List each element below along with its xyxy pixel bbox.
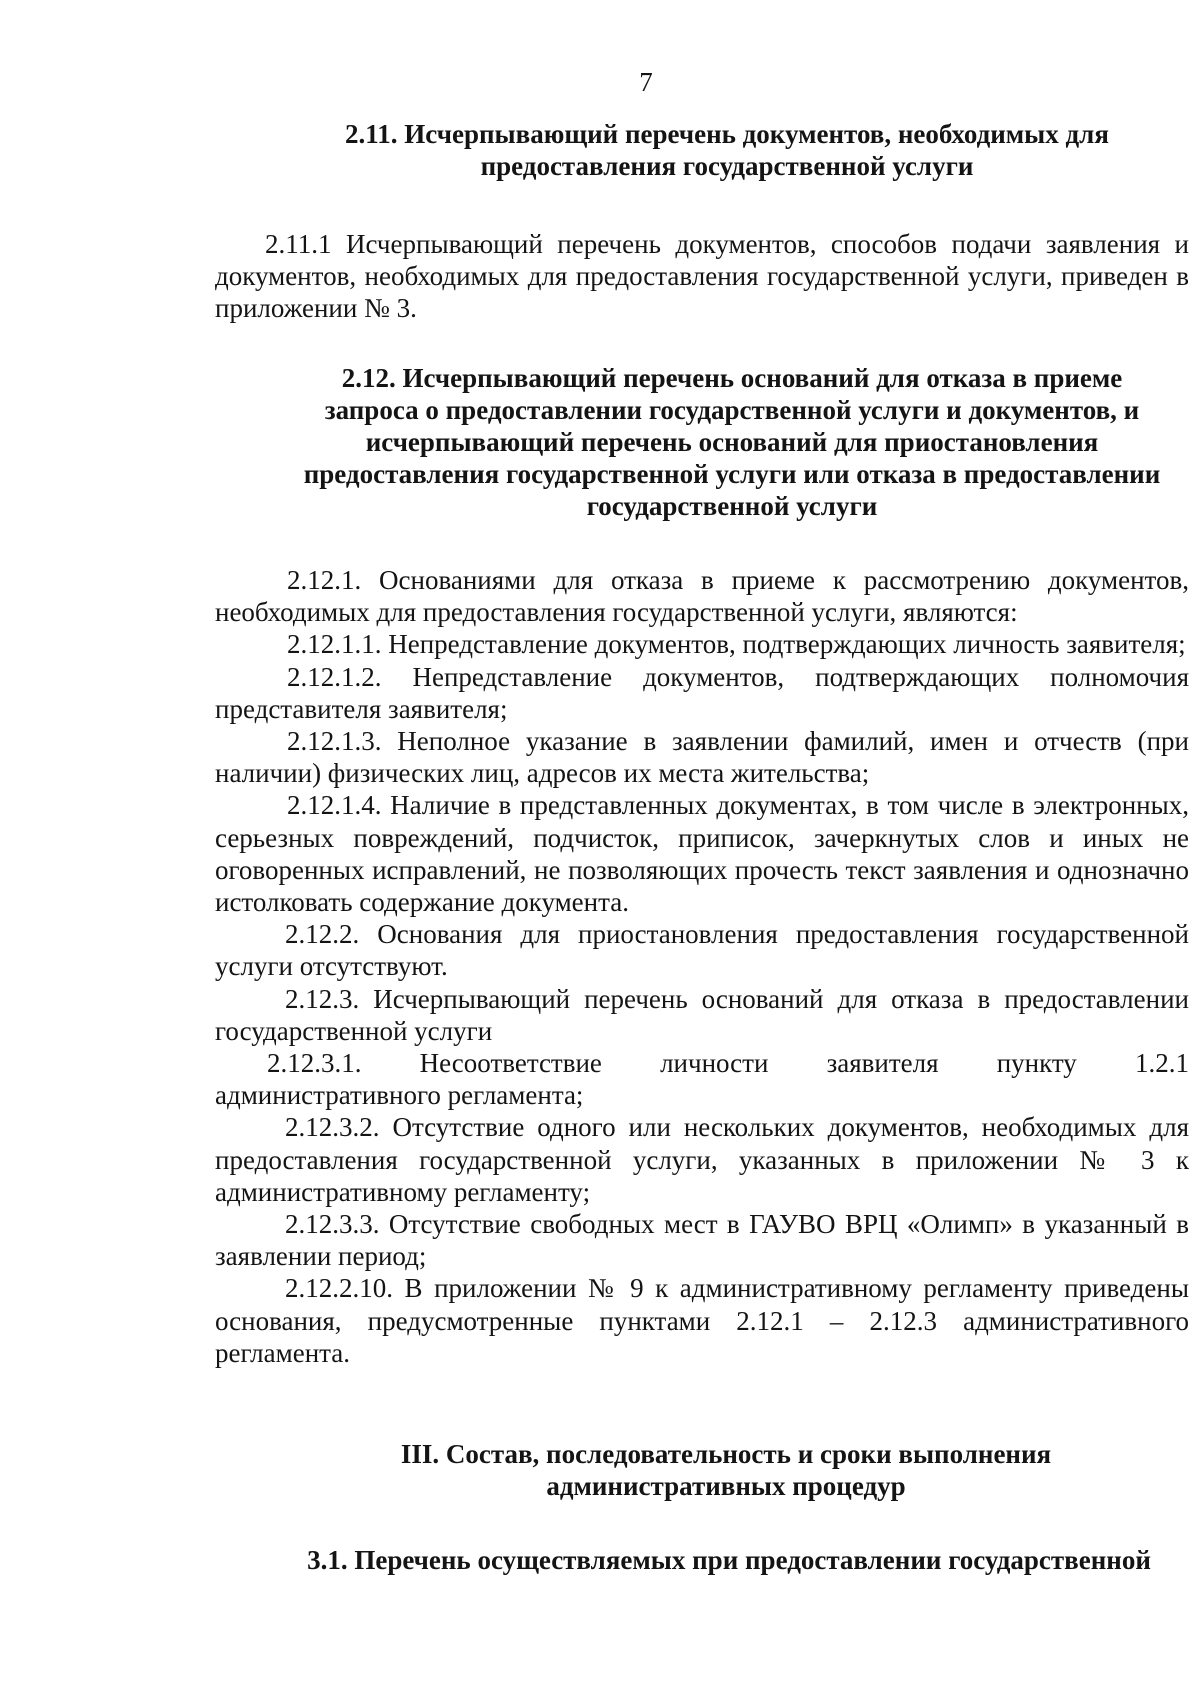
paragraph-2-12-1-2: 2.12.1.2. Непредставление документов, подтверждающих полномочия представителя заявителя; xyxy=(215,661,1189,724)
word: пункту xyxy=(996,1048,1077,1079)
word: заявителя xyxy=(826,1048,939,1079)
heading-line: административных процедур xyxy=(546,1471,906,1501)
paragraph-2-12-2: 2.12.2. Основания для приостановления предоставления государственной услуги отсутствуют. xyxy=(215,919,1189,982)
paragraph-2-11-1: 2.11.1 Исчерпывающий перечень документов, способов подачи заявления и документов, необходимых для предоставления государственной услуги, приведен в приложении № 3. xyxy=(215,229,1189,324)
paragraph-2-12-3: 2.12.3. Исчерпывающий перечень оснований для отказа в предоставлении государственной услуги xyxy=(215,983,1189,1046)
heading-section-III xyxy=(215,1438,1189,1502)
heading-line: 3.1. Перечень осуществляемых при предоставлении государственной xyxy=(307,1545,1151,1575)
word: 2.12.3.1. xyxy=(267,1048,362,1079)
word: личности xyxy=(660,1048,769,1079)
heading-section-2-12 xyxy=(215,362,1189,522)
page-number: 7 xyxy=(639,67,653,97)
paragraph-2-12-2-10: 2.12.2.10. В приложении № 9 к административному регламенту приведены основания, предусмотренные пунктами 2.12.1 – 2.12.3 административного регламента. xyxy=(215,1273,1189,1368)
heading-section-3-1 xyxy=(215,1544,1189,1576)
heading-line: исчерпывающий перечень оснований для приостановления xyxy=(365,427,1099,457)
paragraph-2-12-1: 2.12.1. Основаниями для отказа в приеме к рассмотрению документов, необходимых для предоставления государственной услуги, являются: xyxy=(215,565,1189,628)
heading-line: 2.12. Исчерпывающий перечень оснований для отказа в приеме xyxy=(341,363,1123,393)
paragraph-2-12-3-2: 2.12.3.2. Отсутствие одного или нескольких документов, необходимых для предоставления государственной услуги, указанных в приложении № 3 к административному регламенту; xyxy=(215,1112,1189,1207)
word: Несоответствие xyxy=(419,1048,602,1079)
word: 1.2.1 xyxy=(1134,1048,1189,1079)
heading-line: предоставления государственной услуги или отказа в предоставлении xyxy=(303,459,1161,489)
heading-section-2-11 xyxy=(215,118,1189,182)
section-2-11-body xyxy=(215,228,1189,325)
paragraph-2-12-3-3: 2.12.3.3. Отсутствие свободных мест в ГАУВО ВРЦ «Олимп» в указанный в заявлении период; xyxy=(215,1209,1189,1272)
heading-line: III. Состав, последовательность и сроки выполнения xyxy=(400,1439,1052,1469)
paragraph-2-12-1-4: 2.12.1.4. Наличие в представленных документах, в том числе в электронных, серьезных повреждений, подчисток, приписок, зачеркнутых слов и иных не оговоренных исправлений, не позволяющих прочесть текст заявления и однозначно истолковать содержание документа. xyxy=(215,790,1189,918)
paragraph-2-12-1-3: 2.12.1.3. Неполное указание в заявлении фамилий, имен и отчеств (при наличии) физических лиц, адресов их места жительства; xyxy=(215,726,1189,789)
heading-line: государственной услуги xyxy=(586,491,878,521)
heading-line: предоставления государственной услуги xyxy=(480,151,974,181)
heading-line: запроса о предоставлении государственной услуги и документов, и xyxy=(324,395,1140,425)
paragraph-2-12-3-1-rest: административного регламента; xyxy=(215,1080,584,1111)
heading-line: 2.11. Исчерпывающий перечень документов, необходимых для xyxy=(345,119,1109,149)
section-2-12-body xyxy=(215,564,1189,1369)
paragraph-2-12-1-1: 2.12.1.1. Непредставление документов, подтверждающих личность заявителя; xyxy=(287,629,1186,660)
paragraph-2-12-3-1-first-line xyxy=(215,1047,1189,1079)
